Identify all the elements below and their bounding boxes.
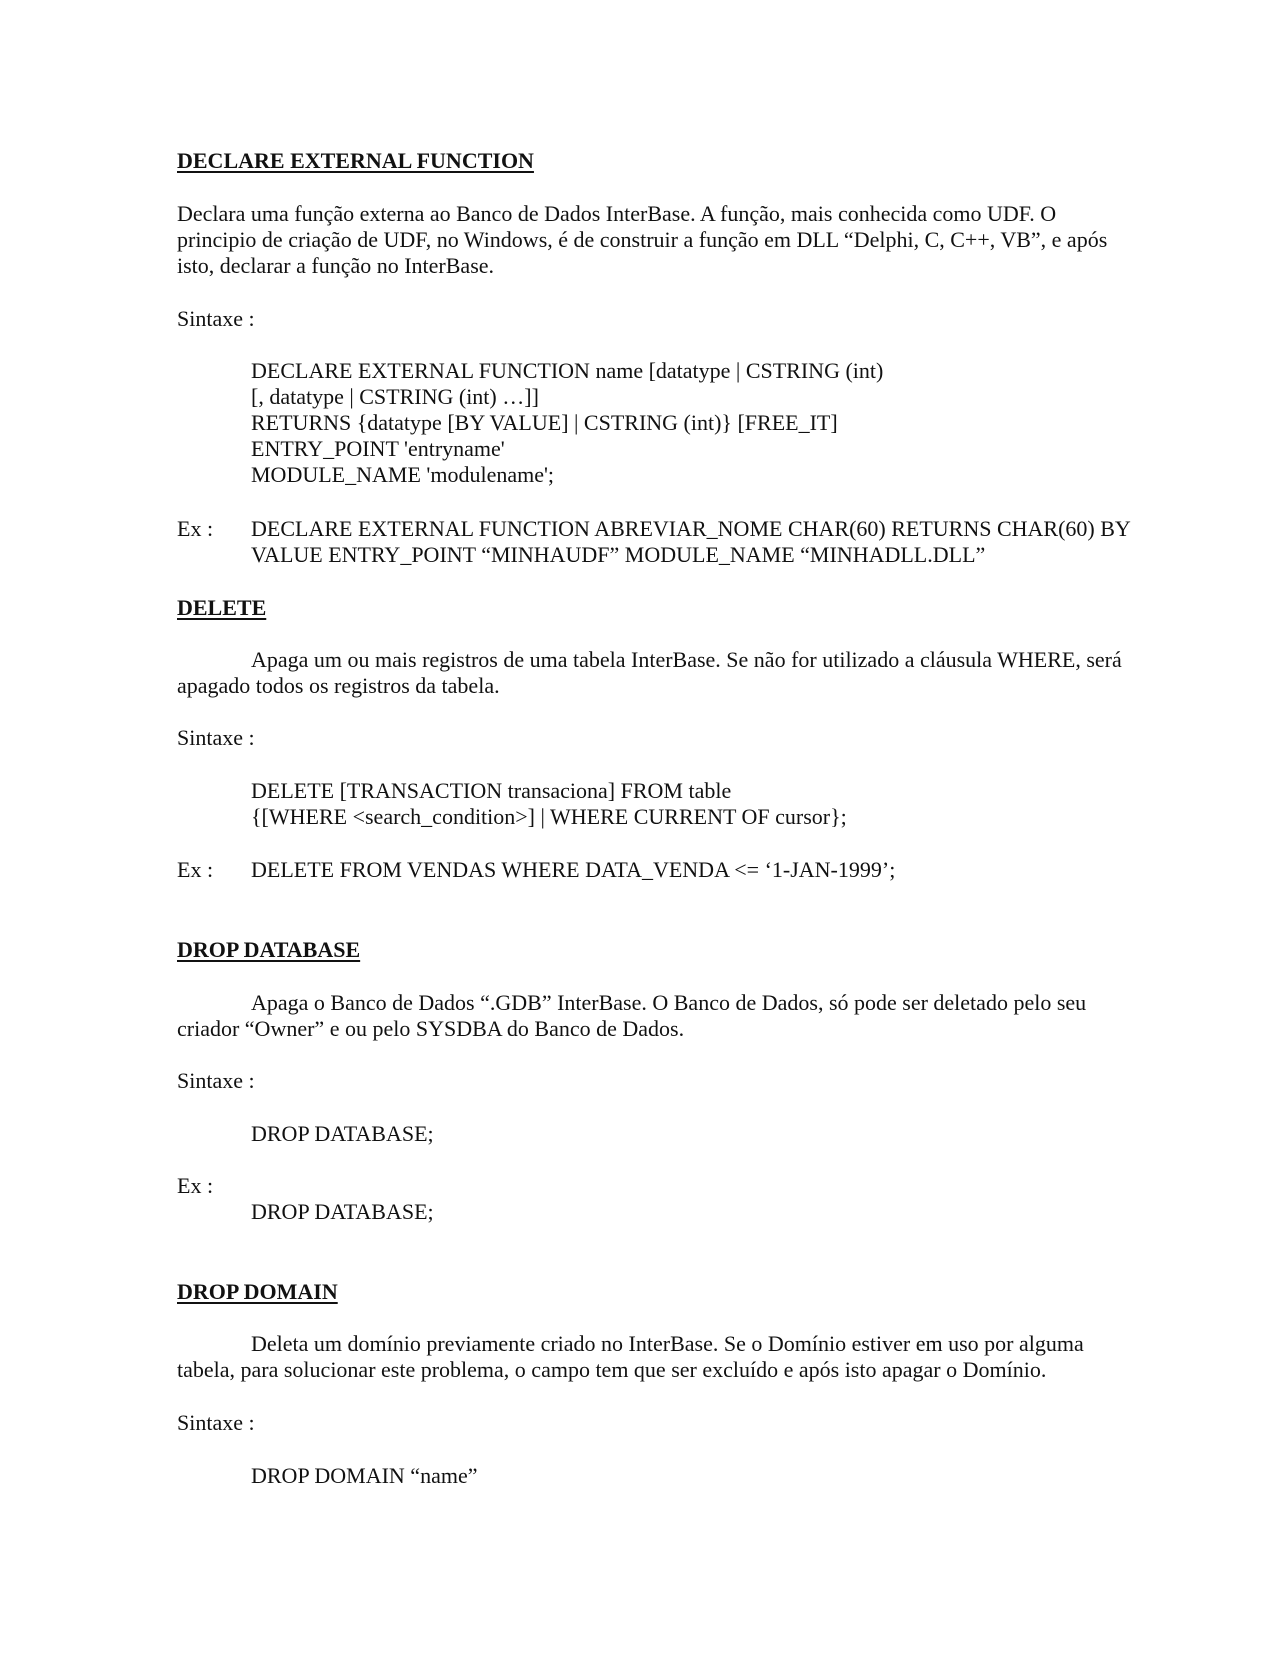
syntax-line: DELETE [TRANSACTION transaciona] FROM table	[251, 778, 732, 803]
heading-drop-domain: DROP DOMAIN	[177, 1279, 338, 1304]
syntax-line: DECLARE EXTERNAL FUNCTION name [datatype | CSTRING (int)	[251, 358, 884, 383]
heading-declare-external-function: DECLARE EXTERNAL FUNCTION	[177, 148, 534, 173]
syntax-line: MODULE_NAME 'modulename';	[251, 462, 555, 487]
syntax-line: DROP DOMAIN “name”	[251, 1463, 478, 1488]
syntax-label: Sintaxe :	[177, 1410, 255, 1435]
paragraph-line: isto, declarar a função no InterBase.	[177, 253, 495, 278]
syntax-label: Sintaxe :	[177, 1068, 255, 1093]
syntax-line: {[WHERE <search_condition>] | WHERE CURRENT OF cursor};	[251, 804, 847, 829]
syntax-label: Sintaxe :	[177, 725, 255, 750]
example-label: Ex :	[177, 857, 214, 882]
example-line: VALUE ENTRY_POINT “MINHAUDF” MODULE_NAME “MINHADLL.DLL”	[251, 542, 986, 567]
syntax-line: DROP DATABASE;	[251, 1121, 434, 1146]
syntax-label: Sintaxe :	[177, 306, 255, 331]
example-line: DROP DATABASE;	[251, 1199, 434, 1224]
example-line: DECLARE EXTERNAL FUNCTION ABREVIAR_NOME CHAR(60) RETURNS CHAR(60) BY	[251, 516, 1131, 541]
heading-delete: DELETE	[177, 595, 267, 620]
syntax-line: ENTRY_POINT 'entryname'	[251, 436, 505, 461]
example-label: Ex :	[177, 1173, 214, 1198]
example-label: Ex :	[177, 516, 214, 541]
paragraph-line: Declara uma função externa ao Banco de Dados InterBase. A função, mais conhecida como UDF. O	[177, 201, 1057, 226]
syntax-line: RETURNS {datatype [BY VALUE] | CSTRING (int)} [FREE_IT]	[251, 410, 838, 435]
paragraph-line: Apaga um ou mais registros de uma tabela InterBase. Se não for utilizado a cláusula WHERE, será	[251, 647, 1122, 672]
example-line: DELETE FROM VENDAS WHERE DATA_VENDA <= ‘1-JAN-1999’;	[251, 857, 896, 882]
paragraph-line: criador “Owner” e ou pelo SYSDBA do Banco de Dados.	[177, 1016, 685, 1041]
syntax-line: [, datatype | CSTRING (int) …]]	[251, 384, 539, 409]
paragraph-line: tabela, para solucionar este problema, o campo tem que ser excluído e após isto apagar o Domínio.	[177, 1357, 1047, 1382]
heading-drop-database: DROP DATABASE	[177, 937, 361, 962]
paragraph-line: apagado todos os registros da tabela.	[177, 673, 500, 698]
paragraph-line: Apaga o Banco de Dados “.GDB” InterBase. O Banco de Dados, só pode ser deletado pelo seu	[251, 990, 1087, 1015]
paragraph-line: principio de criação de UDF, no Windows, é de construir a função em DLL “Delphi, C, C++, VB”, e após	[177, 227, 1108, 252]
paragraph-line: Deleta um domínio previamente criado no InterBase. Se o Domínio estiver em uso por alguma	[251, 1331, 1084, 1356]
